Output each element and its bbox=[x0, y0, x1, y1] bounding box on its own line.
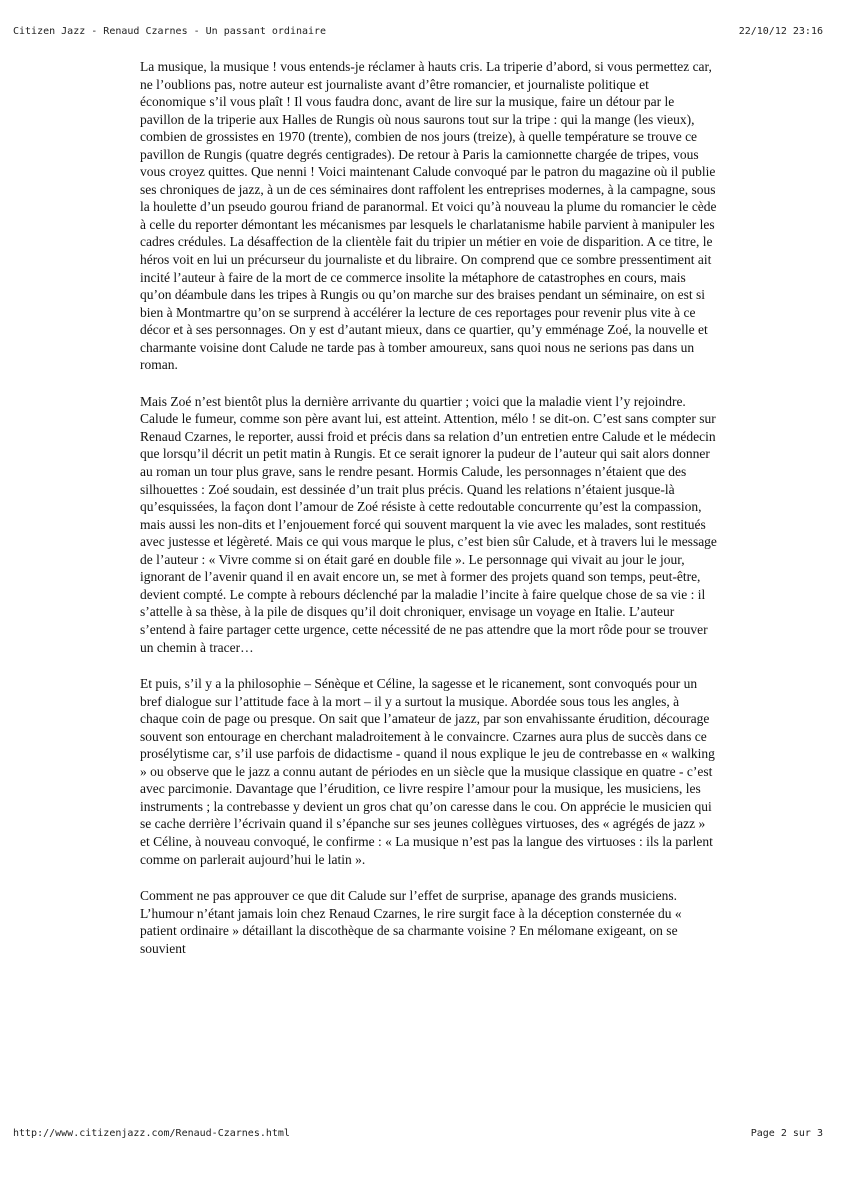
page-url-link[interactable]: http://www.citizenjazz.com/Renaud-Czarnes.html bbox=[13, 1128, 290, 1139]
article-text-area bbox=[140, 58, 718, 1173]
print-datetime: 22/10/12 23:16 bbox=[738, 26, 823, 37]
article-paragraph: La musique, la musique ! vous entends-je réclamer à hauts cris. La triperie d’abord, si vous permettez car, ne l’oublions pas, notre auteur est journaliste avant d’être romancier, et journaliste politique et économique s’il vous plaît ! Il vous faudra donc, avant de lire sur la musique, faire un détour par le pavillon de la triperie aux Halles de Rungis où nous saurons tout sur la tripe : qui la mange (les vieux), combien de grossistes en 1970 (trente), combien de nos jours (treize), à quelle température se trouve ce pavillon de Rungis (quatre degrés centigrades). De retour à Paris la camionnette chargée de tripes, vous vous croyez quittes. Que nenni ! Voici maintenant Calude convoqué par le patron du magazine où il publie ses chroniques de jazz, à un de ces séminaires dont raffolent les entreprises modernes, à la campagne, sous la houlette d’un pseudo gourou friand de paranormal. Et voici qu’à nouveau la plume du romancier le cède à celle du reporter démontant les mécanismes par lesquels le charlatanisme habile parvient à manipuler les cadres crédules. La désaffection de la clientèle fait du tripier un métier en voie de disparition. A ce titre, le héros voit en lui un précurseur du journaliste et du libraire. On comprend que ce sombre pressentiment ait incité l’auteur à faire de la mort de ce commerce insolite la métaphore de catastrophes en cours, mais qu’on déambule dans les tripes à Rungis ou qu’on marche sur des braises pendant un séminaire, on est si bien à Montmartre qu’on se surprend à accélérer la lecture de ces reportages pour revenir plus vite à ce décor et à ses personnages. On y est d’autant mieux, dans ce quartier, qu’y emménage Zoé, la nouvelle et charmante voisine dont Calude ne tarde pas à tomber amoureux, sans quoi nous ne serions pas dans un roman. bbox=[140, 59, 717, 373]
article-paragraph: Et puis, s’il y a la philosophie – Sénèque et Céline, la sagesse et le ricanement, sont convoqués pour un bref dialogue sur l’attitude face à la mort – il y a surtout la musique. Abordée sous tous les angles, à chaque coin de page ou presque. On sait que l’amateur de jazz, par son envahissante érudition, décourage souvent son entourage en cherchant maladroitement à le convaincre. Czarnes aura plus de succès dans ce prosélytisme car, s’il use parfois de didactisme - quand il nous explique le jeu de contrebasse en « walking » ou observe que le jazz a connu autant de périodes en un siècle que la musique classique en quatre - c’est avec parcimonie. Davantage que l’érudition, ce livre respire l’amour pour la musique, les musiciens, les instruments ; la contrebasse y devient un gros chat qu’on caresse dans le cou. On apprécie le musicien qui se cache derrière l’écrivain quand il s’épanche sur ses jeunes collègues virtuoses, des « agrégés de jazz » et Céline, à nouveau convoqué, le confirme : « La musique n’est pas la langue des virtuoses : ils la parlent comme on parlerait aujourd’hui le latin ». bbox=[140, 676, 715, 867]
page-title: Citizen Jazz - Renaud Czarnes - Un passant ordinaire bbox=[13, 26, 327, 37]
article-paragraph: Comment ne pas approuver ce que dit Calude sur l’effet de surprise, apanage des grands musiciens. L’humour n’étant jamais loin chez Renaud Czarnes, le rire surgit face à la déception consternée du « patient ordinaire » détaillant la discothèque de sa charmante voisine ? En mélomane exigeant, on se souvient bbox=[140, 888, 682, 956]
print-header bbox=[0, 0, 849, 37]
page-number: Page 2 sur 3 bbox=[750, 1128, 823, 1139]
print-footer bbox=[0, 1128, 849, 1152]
article-paragraph: Mais Zoé n’est bientôt plus la dernière arrivante du quartier ; voici que la maladie vient l’y rejoindre. Calude le fumeur, comme son père avant lui, est atteint. Attention, mélo ! se dit-on. C’est sans compter sur Renaud Czarnes, le reporter, aussi froid et précis dans sa relation d’un entretien entre Calude et le médecin que lorsqu’il décrit un petit matin à Rungis. Et ce serait ignorer la pudeur de l’auteur qui sait alors donner au roman un tour plus grave, sans le rendre pesant. Hormis Calude, les personnages n’étaient que des silhouettes : Zoé soudain, est dessinée d’un trait plus précis. Quand les relations n’étaient jusque-là qu’esquissées, la façon dont l’amour de Zoé résiste à cette redoutable concurrente qu’est la compassion, mais aussi les non-dits et l’enjouement forcé qui souvent marquent la vie avec les malades, sont restitués avec justesse et légèreté. Mais ce qui vous marque le plus, c’est bien sûr Calude, et à travers lui le message de l’auteur : « Vivre comme si on était garé en double file ». Le personnage qui vivait au jour le jour, ignorant de l’avenir quand il en avait encore un, se met à former des projets quand son temps, peut-être, devient compté. Le compte à rebours déclenché par la maladie l’incite à faire quelque chose de sa vie : il s’attelle à sa thèse, à la pile de disques qu’il doit chroniquer, envisage un voyage en Italie. L’auteur s’entend à faire partager cette urgence, cette nécessité de ne pas attendre que la mort rôde pour se trouver un chemin à tracer… bbox=[140, 393, 717, 655]
